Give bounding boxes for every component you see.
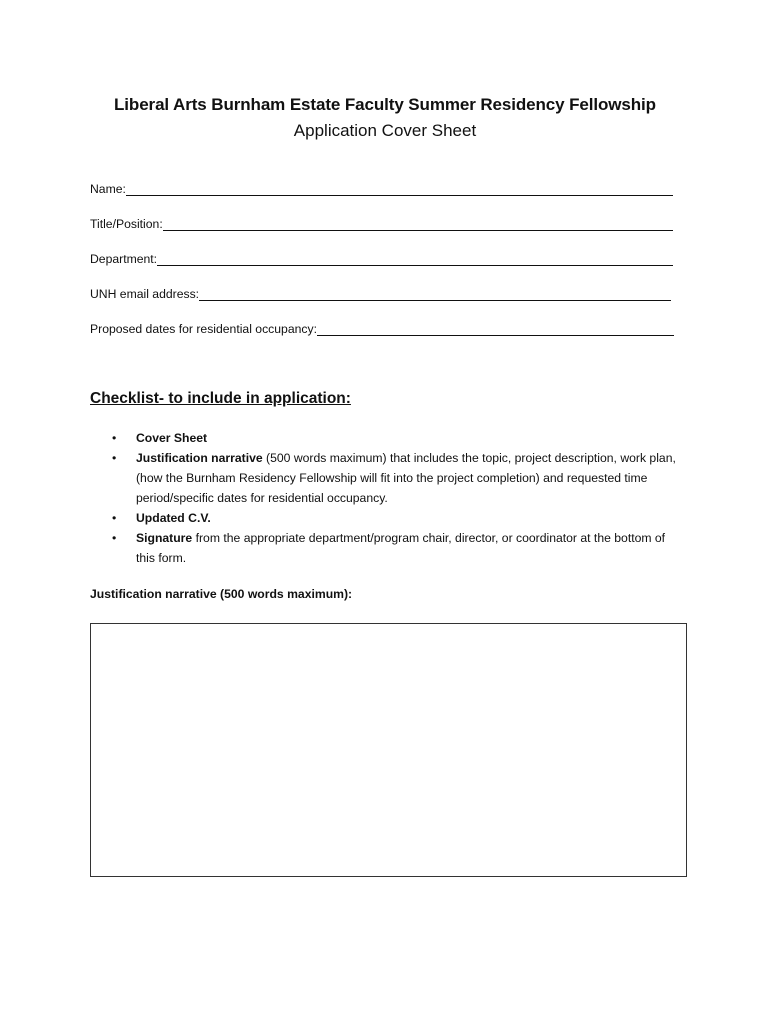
checklist-item-text: from the appropriate department/program chair, director, or coordinator at the bottom of this form.: [136, 531, 666, 565]
checklist-item-bold: Signature: [136, 531, 193, 545]
checklist: [90, 428, 680, 568]
checklist-item-bold: Justification narrative: [136, 451, 263, 465]
title-position-input-line[interactable]: [163, 218, 673, 231]
name-label: Name:: [90, 182, 126, 196]
department-input-line[interactable]: [157, 253, 673, 266]
department-field[interactable]: [90, 250, 673, 266]
dates-input-line[interactable]: [317, 323, 674, 336]
email-label: UNH email address:: [90, 287, 200, 301]
checklist-item: [90, 428, 680, 448]
checklist-item: [90, 528, 680, 568]
form-subtitle: Application Cover Sheet: [293, 121, 477, 140]
checklist-item: [90, 508, 680, 528]
email-input-line[interactable]: [199, 288, 671, 301]
checklist-item-bold: Updated C.V.: [136, 511, 211, 525]
bullet-icon: •: [112, 531, 117, 545]
bullet-icon: •: [112, 431, 117, 445]
narrative-textbox[interactable]: [90, 623, 687, 877]
narrative-heading: Justification narrative (500 words maximum):: [90, 587, 353, 601]
bullet-icon: •: [112, 451, 117, 465]
dates-field[interactable]: [90, 320, 674, 336]
dates-label: Proposed dates for residential occupancy:: [90, 322, 317, 336]
email-field[interactable]: [90, 285, 671, 301]
form-title: Liberal Arts Burnham Estate Faculty Summer Residency Fellowship: [114, 95, 656, 114]
department-label: Department:: [90, 252, 158, 266]
name-input-line[interactable]: [126, 183, 673, 196]
checklist-item: [90, 448, 680, 508]
checklist-heading: Checklist- to include in application:: [90, 390, 351, 407]
bullet-icon: •: [112, 511, 117, 525]
checklist-item-bold: Cover Sheet: [136, 431, 208, 445]
checklist-item-text: (500 words maximum) that includes the topic, project description, work plan, (how the Burnham Residency Fellowship will fit into the project completion) and requested time period/specific dates for residential occupancy.: [136, 451, 676, 505]
name-field[interactable]: [90, 180, 673, 196]
title-position-label: Title/Position:: [90, 217, 163, 231]
title-position-field[interactable]: [90, 215, 673, 231]
